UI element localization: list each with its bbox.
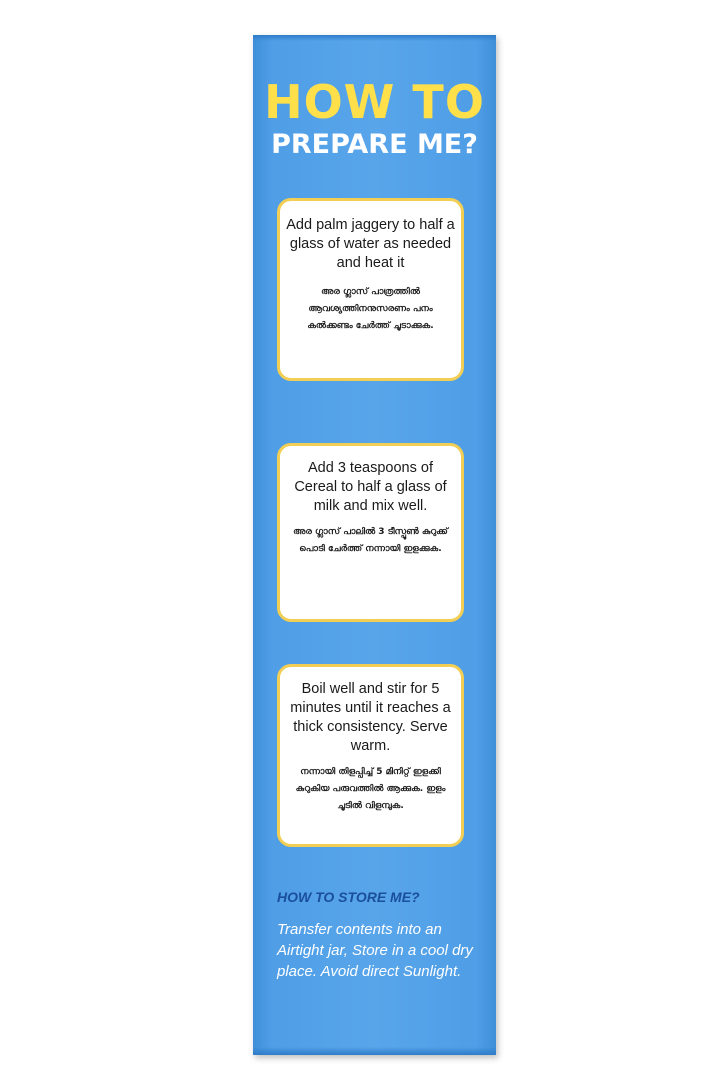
step-1-english: Add palm jaggery to half a glass of water as needed and heat it [286,217,455,271]
step-2-malayalam: അര ഗ്ലാസ് പാലിൽ 3 ടീസ്പൂൺ കുറുക്ക് പൊടി ചേർത്ത് നന്നായി ഇളക്കുക. [293,527,448,554]
package-side-panel [253,35,496,1055]
step-card-2 [277,443,464,622]
store-instructions: Transfer contents into an Airtight jar, Store in a cool dry place. Avoid direct Sunlight. [277,921,473,980]
step-1-malayalam: അര ഗ്ലാസ് പാത്രത്തിൽ ആവശ്യത്തിനനുസരണം പനം കൽക്കണ്ടം ചേർത്ത് ചൂടാക്കുക. [307,287,434,331]
box-top-edge [253,35,496,41]
step-card-1 [277,198,464,381]
step-card-3 [277,664,464,847]
step-3-malayalam: നന്നായി തിളപ്പിച്ച് 5 മിനിറ്റ് ഇളക്കി കുറുകിയ പരുവത്തിൽ ആക്കുക. ഇളം ചൂടിൽ വിളമ്പുക. [295,767,446,811]
step-2-english: Add 3 teaspoons of Cereal to half a glass of milk and mix well. [294,460,447,514]
step-3-english: Boil well and stir for 5 minutes until it reaches a thick consistency. Serve warm. [290,681,451,754]
box-bottom-edge [253,1047,496,1055]
store-heading: HOW TO STORE ME? [277,889,420,905]
title-prepare-me: PREPARE ME? [271,129,478,160]
title-how-to: HOW TO [264,75,485,129]
